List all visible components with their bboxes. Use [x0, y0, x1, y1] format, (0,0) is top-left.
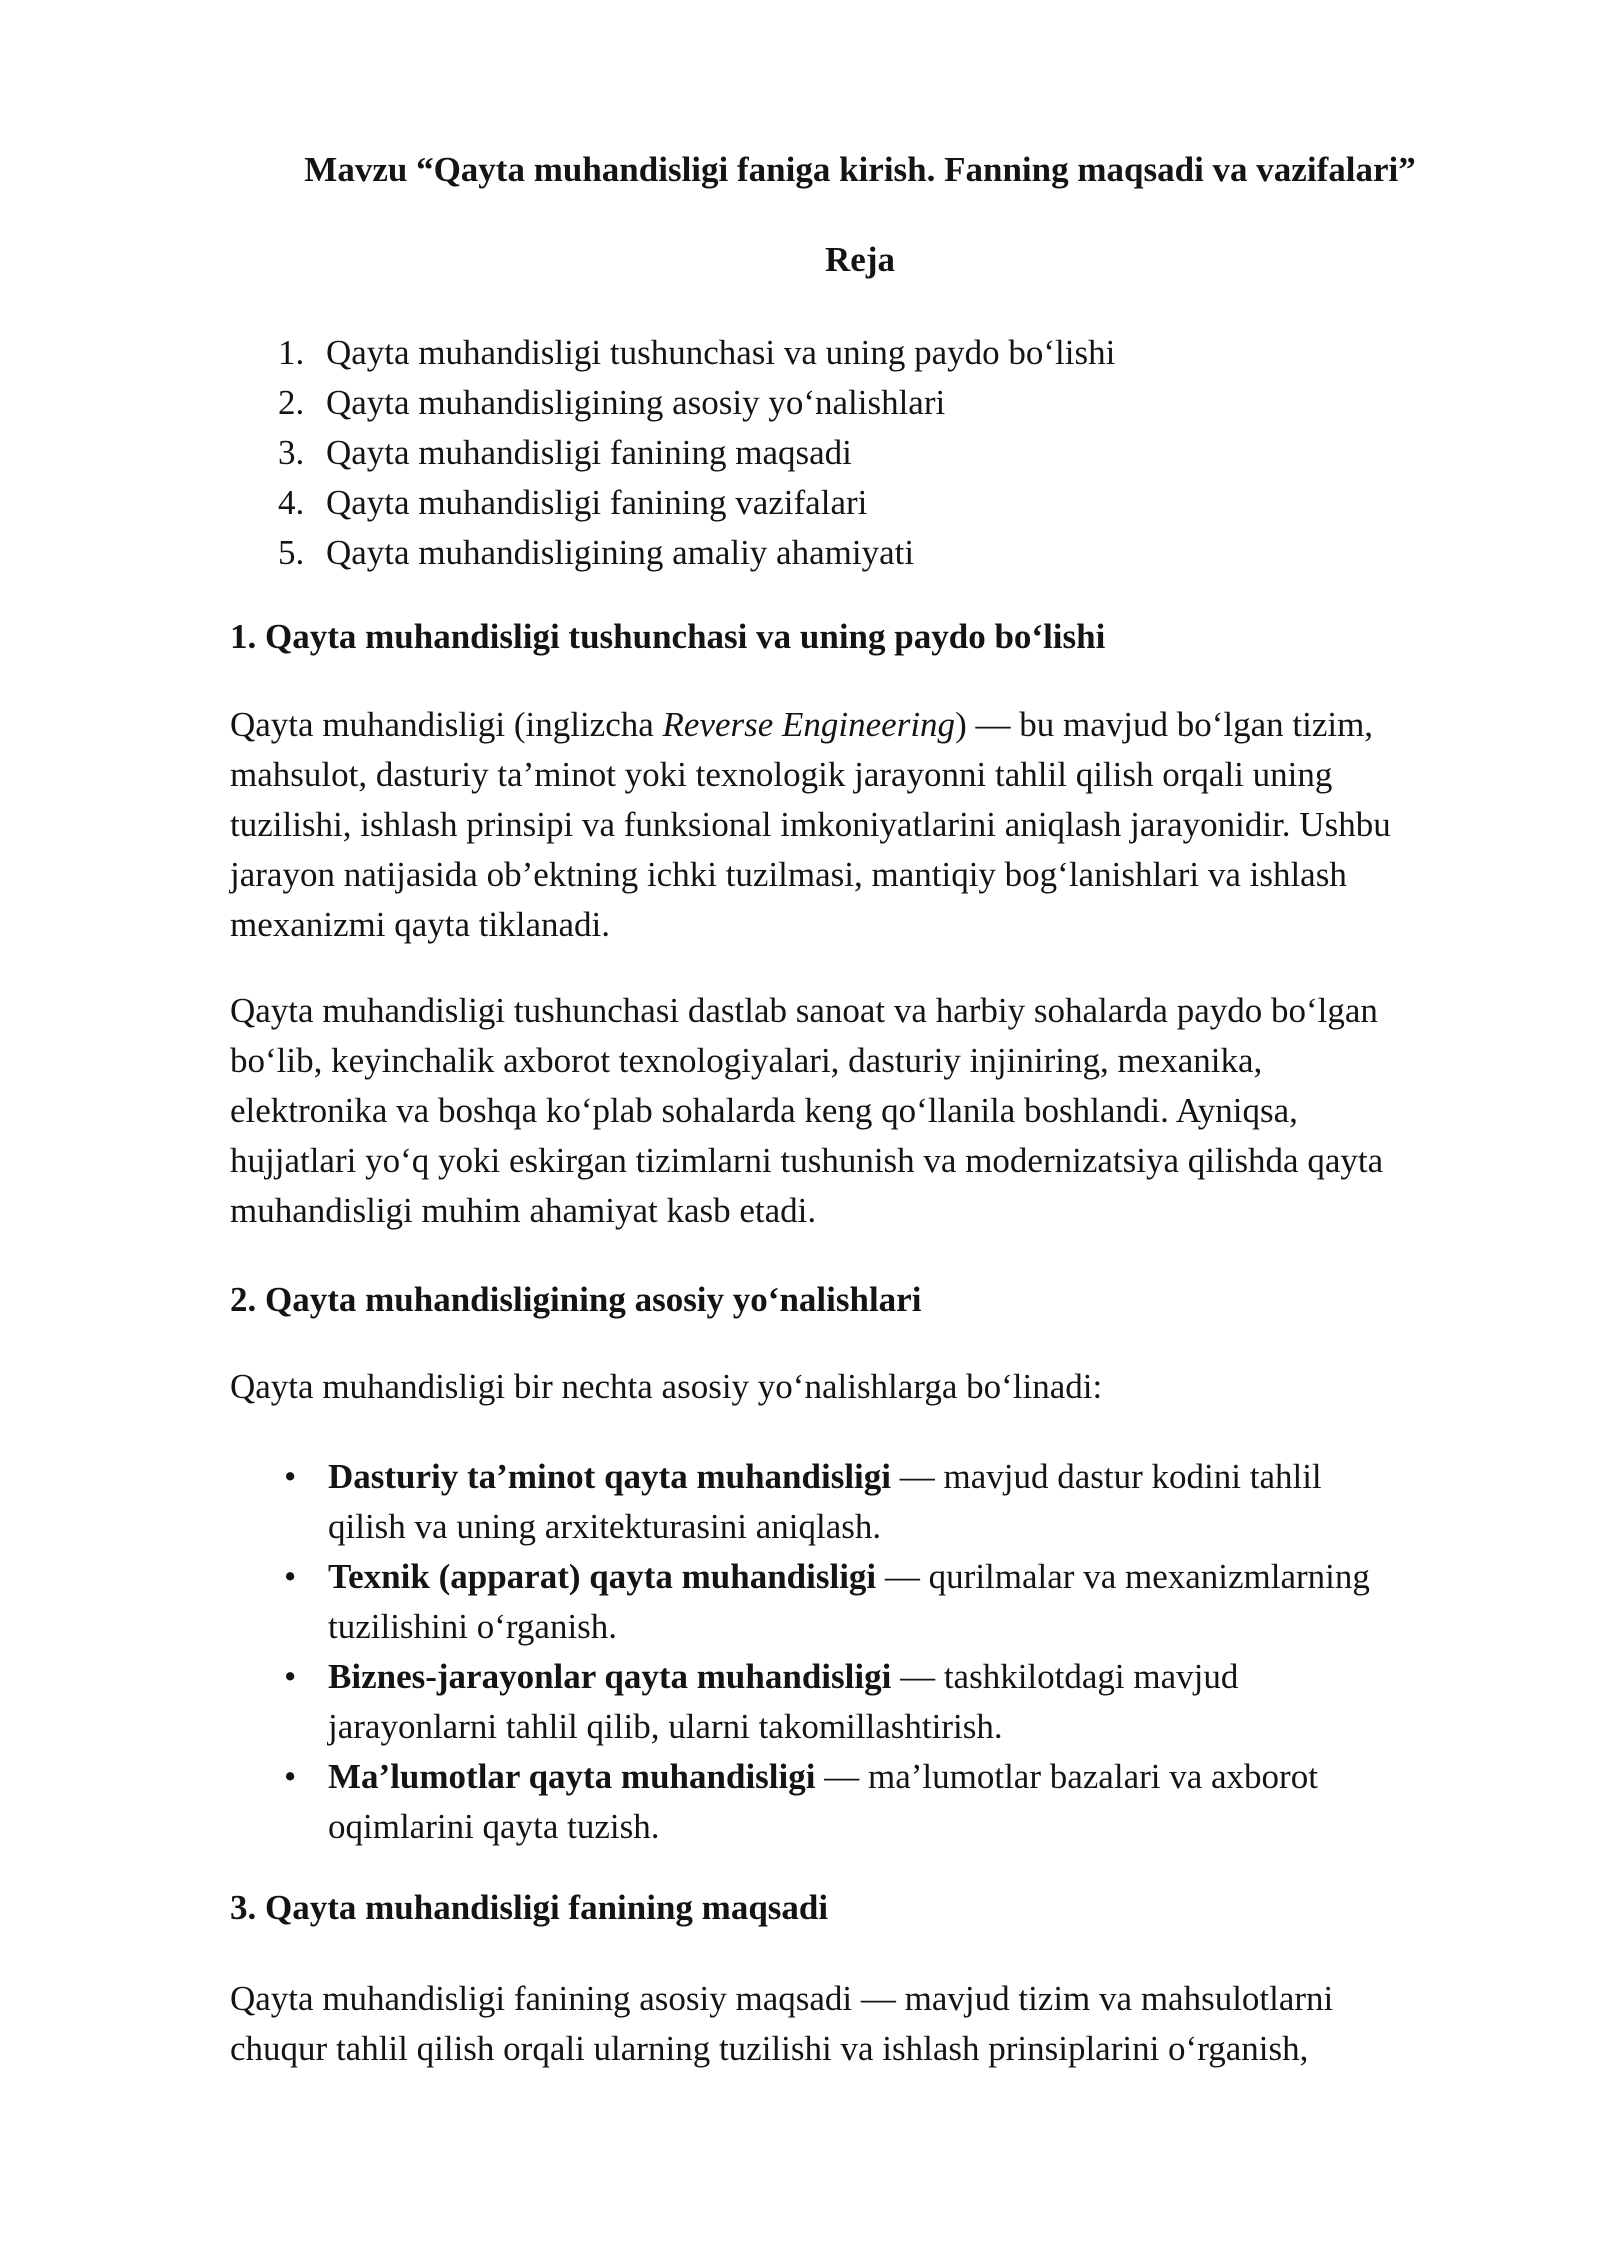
plan-item-text: Qayta muhandisligining amaliy ahamiyati — [326, 533, 915, 572]
plan-item: 5. Qayta muhandisligining amaliy ahamiyati — [278, 533, 915, 572]
section-3-paragraph-1: Qayta muhandisligi fanining asosiy maqsadi — mavjud tizim va mahsulotlarni chuqur tahlil qilish orqali ularning tuzilishi va ishlash prinsiplarini o‘rganish, — [230, 1979, 1334, 2068]
plan-item: 3. Qayta muhandisligi fanining maqsadi — [278, 433, 852, 472]
plan-heading: Reja — [825, 240, 895, 279]
list-item: • Ma’lumotlar qayta muhandisligi — ma’lumotlar bazalari va axborot oqimlarini qayta tuzish. — [230, 1752, 1370, 1852]
list-item: • Biznes-jarayonlar qayta muhandisligi — tashkilotdagi mavjud jarayonlarni tahlil qilib, ularni takomillashtirish. — [230, 1652, 1370, 1752]
bullet-icon: • — [284, 1757, 297, 1796]
bullet-icon: • — [284, 1557, 297, 1596]
document-title: Mavzu “Qayta muhandisligi faniga kirish. Fanning maqsadi va vazifalari” — [304, 150, 1416, 189]
bullet-icon: • — [284, 1657, 297, 1696]
section-1-paragraph-2: Qayta muhandisligi tushunchasi dastlab sanoat va harbiy sohalarda paydo bo‘lgan bo‘lib, keyinchalik axborot texnologiyalari, dasturiy injiniring, mexanika, elektronika va boshqa ko‘plab sohalarda keng qo‘llanila boshlandi. Ayniqsa, hujjatlari yo‘q yoki eskirgan tizimlarni tushunish va modernizatsiya qilishda qayta muhandisligi muhim ahamiyat kasb etadi. — [230, 991, 1384, 1230]
plan-item-text: Qayta muhandisligi fanining vazifalari — [326, 483, 868, 522]
section-1-heading: 1. Qayta muhandisligi tushunchasi va uning paydo bo‘lishi — [230, 617, 1106, 656]
plan-item: 1. Qayta muhandisligi tushunchasi va uning paydo bo‘lishi — [278, 333, 1116, 372]
section-2-heading: 2. Qayta muhandisligining asosiy yo‘nalishlari — [230, 1280, 922, 1319]
section-3-heading: 3. Qayta muhandisligi fanining maqsadi — [230, 1888, 829, 1927]
plan-list — [230, 328, 1115, 578]
list-item: • Texnik (apparat) qayta muhandisligi — qurilmalar va mexanizmlarning tuzilishini o‘rganish. — [230, 1552, 1370, 1652]
plan-item-text: Qayta muhandisligining asosiy yo‘nalishlari — [326, 383, 946, 422]
plan-item-text: Qayta muhandisligi tushunchasi va uning paydo bo‘lishi — [326, 333, 1116, 372]
plan-item: 4. Qayta muhandisligi fanining vazifalari — [278, 483, 868, 522]
reverse-engineering-term: Reverse Engineering — [662, 705, 956, 744]
section-2-intro: Qayta muhandisligi bir nechta asosiy yo‘nalishlarga bo‘linadi: — [230, 1367, 1103, 1406]
bullet-icon: • — [284, 1457, 297, 1496]
list-item: • Dasturiy ta’minot qayta muhandisligi — mavjud dastur kodini tahlil qilish va uning arxitekturasini aniqlash. — [230, 1452, 1370, 1552]
plan-item-text: Qayta muhandisligi fanining maqsadi — [326, 433, 852, 472]
section-1-paragraph-1: Qayta muhandisligi (inglizcha Reverse Engineering) — bu mavjud bo‘lgan tizim, mahsulot, dasturiy ta’minot yoki texnologik jarayonni tahlil qilish orqali uning tuzilishi, ishlash prinsipi va funksional imkoniyatlarini aniqlash jarayonidir. Ushbu jarayon natijasida ob’ektning ichki tuzilmasi, mantiqiy bog‘lanishlari va ishlash mexanizmi qayta tiklanadi. — [230, 705, 1391, 944]
plan-item: 2. Qayta muhandisligining asosiy yo‘nalishlari — [278, 383, 946, 422]
section-2-bullet-list — [230, 1452, 1370, 1852]
